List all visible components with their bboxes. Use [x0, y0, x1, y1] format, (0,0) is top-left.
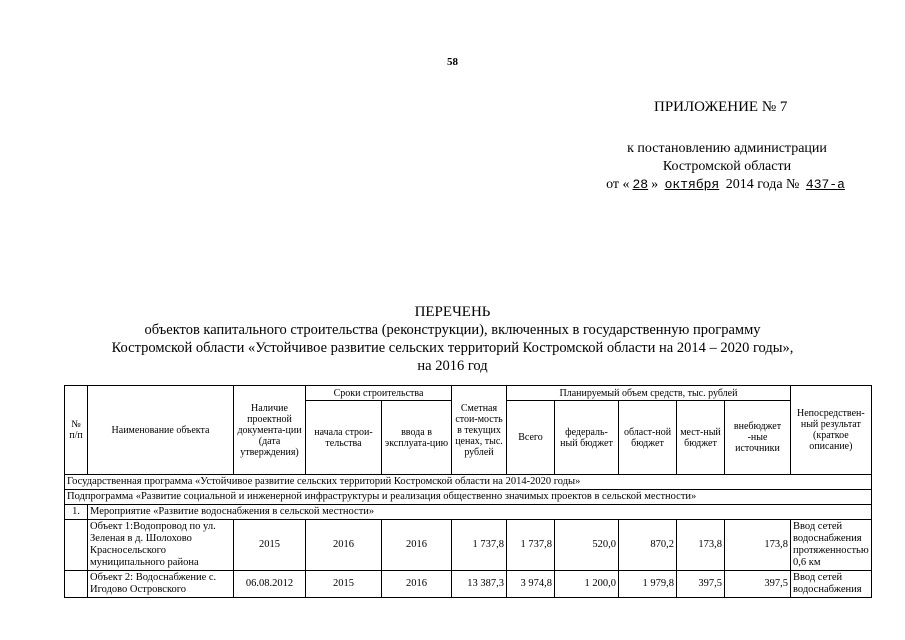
measure-row: [65, 505, 872, 520]
header-regional: област-ной бюджет: [619, 401, 677, 475]
table-row: [65, 571, 872, 598]
header-num: № п/п: [65, 386, 88, 475]
decree-quote-close: »: [651, 177, 659, 192]
row-num: [65, 520, 88, 571]
header-local: мест-ный бюджет: [677, 401, 725, 475]
row-federal: 520,0: [555, 520, 619, 571]
row-local: 173,8: [677, 520, 725, 571]
row-extra: 173,8: [725, 520, 791, 571]
header-cost: Сметная стои-мость в текущих ценах, тыс. рублей: [452, 386, 507, 475]
row-cost: 1 737,8: [452, 520, 507, 571]
measure-cell: Мероприятие «Развитие водоснабжения в сельской местности»: [88, 505, 872, 520]
row-regional: 1 979,8: [619, 571, 677, 598]
header-start: начала строи-тельства: [306, 401, 382, 475]
appendix-label: ПРИЛОЖЕНИЕ № 7: [654, 99, 788, 115]
row-docs: 2015: [234, 520, 306, 571]
program-row: [65, 475, 872, 490]
row-cost: 13 387,3: [452, 571, 507, 598]
decree-date-line: [582, 176, 872, 194]
program-cell: Государственная программа «Устойчивое развитие сельских территорий Костромской области на 2014-2020 годы»: [65, 475, 872, 490]
header-row-1: [65, 386, 872, 401]
row-name: Объект 2: Водоснабжение с. Игодово Островского: [88, 571, 234, 598]
row-name: Объект 1:Водопровод по ул. Зеленая в д. Шолохово Красносельского муниципального района: [88, 520, 234, 571]
decree-day: 28: [632, 177, 649, 192]
row-commission: 2016: [382, 520, 452, 571]
header-total: Всего: [507, 401, 555, 475]
title-line-1: объектов капитального строительства (реконструкции), включенных в государственную программу: [144, 322, 761, 338]
measure-num: 1.: [65, 505, 88, 520]
row-total: 1 737,8: [507, 520, 555, 571]
row-federal: 1 200,0: [555, 571, 619, 598]
row-start: 2016: [306, 520, 382, 571]
header-commission: ввода в эксплуата-цию: [382, 401, 452, 475]
row-result: Ввод сетей водоснабжения: [791, 571, 872, 598]
subprogram-cell: Подпрограмма «Развитие социальной и инженерной инфраструктуры и реализация общественно значимых проектов в сельской местности»: [65, 490, 872, 505]
row-regional: 870,2: [619, 520, 677, 571]
header-result: Непосредствен-ный результат (краткое описание): [791, 386, 872, 475]
header-extra: внебюджет -ные источники: [725, 401, 791, 475]
row-extra: 397,5: [725, 571, 791, 598]
decree-reference: [582, 140, 872, 194]
header-planned: Планируемый объем средств, тыс. рублей: [507, 386, 791, 401]
decree-month: октября: [664, 177, 720, 192]
document-title: [0, 303, 905, 375]
row-docs: 06.08.2012: [234, 571, 306, 598]
decree-year: 2014 года №: [725, 177, 800, 192]
header-terms: Сроки строительства: [306, 386, 452, 401]
subprogram-row: [65, 490, 872, 505]
decree-line-1: к постановлению администрации: [627, 141, 827, 156]
decree-line-2: Костромской области: [662, 159, 792, 174]
header-docs: Наличие проектной документа-ции (дата утверждения): [234, 386, 306, 475]
row-commission: 2016: [382, 571, 452, 598]
title-line-3: на 2016 год: [417, 358, 488, 374]
decree-number: 437-а: [805, 177, 845, 192]
objects-table: [64, 385, 872, 598]
title-line-2: Костромской области «Устойчивое развитие сельских территорий Костромской области на 2014 – 2020 годы»,: [111, 340, 794, 356]
page-number: 58: [447, 56, 458, 68]
table-row: [65, 520, 872, 571]
row-start: 2015: [306, 571, 382, 598]
row-num: [65, 571, 88, 598]
decree-from: от «: [606, 177, 630, 192]
row-total: 3 974,8: [507, 571, 555, 598]
row-local: 397,5: [677, 571, 725, 598]
row-result: Ввод сетей водоснабжения протяженностью 0,6 км: [791, 520, 872, 571]
title-heading: ПЕРЕЧЕНЬ: [414, 304, 491, 320]
header-name: Наименование объекта: [88, 386, 234, 475]
header-federal: федераль-ный бюджет: [555, 401, 619, 475]
